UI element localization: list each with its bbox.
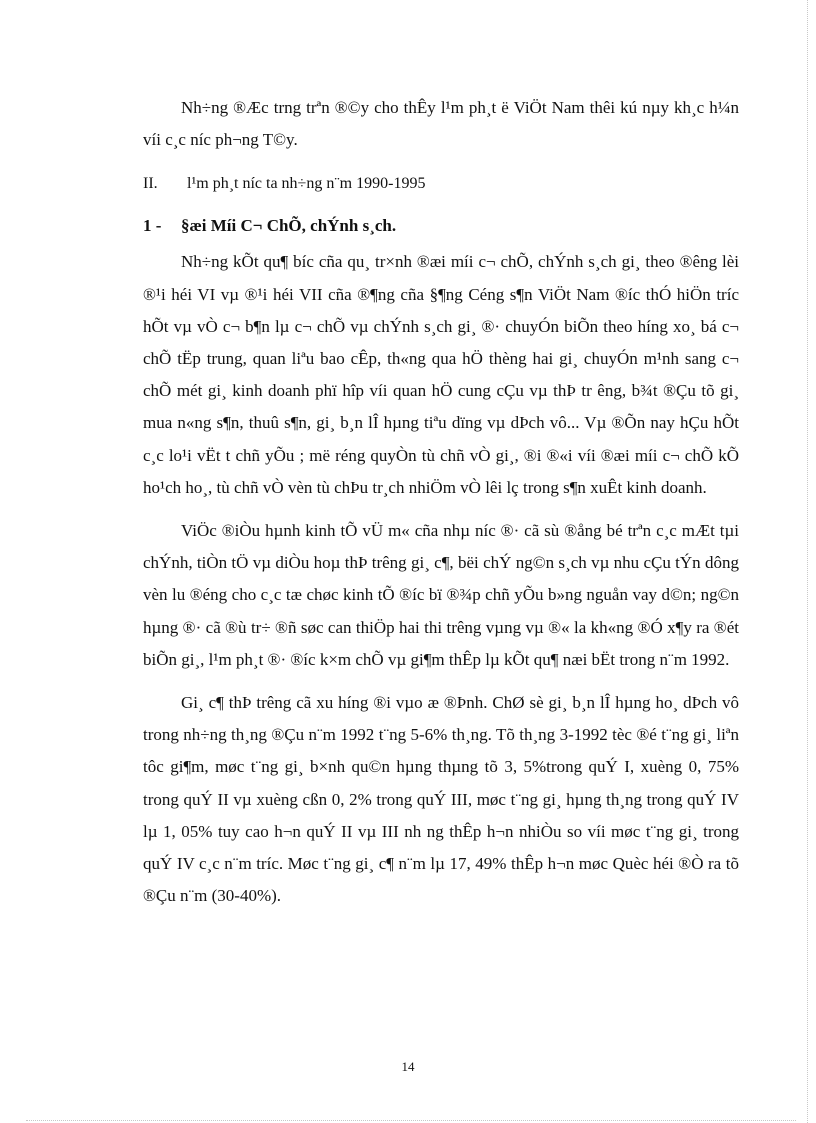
page-bottom-border	[26, 1120, 796, 1121]
section-number: II.	[143, 175, 158, 193]
subsection-number: 1 -	[143, 216, 162, 236]
paragraph-macro-management: ViÖc ®iÒu hµnh kinh tÕ vÜ m« cña nhµ níc ®· cã sù ®ång bé trªn c¸c mÆt tµi chÝnh, tiÒn tÖ vµ diÒu hoµ thÞ trêng gi¸ c¶, bëi chÝ ng©n s¸ch vµ nhu cÇu tÝn dông vèn lu ®éng cho c¸c tæ chøc kinh tÕ ®íc bï ®¾p chñ yÕu b»ng nguån vay d©n; ng©n hµng ®· cã ®ù tr÷ ®ñ søc can thiÖp hai thi trêng vµng vµ ®« la kh«ng ®Ó x¶y ra ®ét biÕn gi¸, l¹m ph¸t ®· ®íc k×m chÕ vµ gi¶m thÊp lµ kÕt qu¶ næi bËt trong n¨m 1992.	[143, 521, 739, 669]
subsection-title: §æi Míi C¬ ChÕ, chÝnh s¸ch.	[181, 216, 397, 236]
paragraph-market-prices: Gi¸ c¶ thÞ trêng cã xu híng ®i vµo æ ®Þnh. ChØ sè gi¸ b¸n lÎ hµng ho¸ dÞch vô trong nh÷ng th¸ng ®Çu n¨m 1992 t¨ng 5-6% th¸ng. Tõ th¸ng 3-1992 tèc ®é t¨ng gi¸ liªn tôc gi¶m, møc t¨ng gi¸ b×nh qu©n hµng thµng tõ 3, 5%trong quÝ I, xuèng 0, 75% trong quÝ II vµ xuèng cßn 0, 2% trong quÝ III, møc t¨ng gi¸ hµng th¸ng trong quÝ IV lµ 1, 05% tuy cao h¬n quÝ II vµ III nh ng thÊp h¬n nhiÒu so víi møc t¨ng gi¸ trong quÝ IV c¸c n¨m tríc. Møc t¨ng gi¸ c¶ n¨m lµ 17, 49% thÊp h¬n møc Quèc héi ®Ò ra tõ ®Çu n¨m (30-40%).	[143, 693, 739, 906]
section-heading	[143, 168, 739, 200]
section-title: l¹m ph¸t níc ta nh÷ng n¨m 1990-1995	[187, 175, 426, 193]
intro-paragraph: Nh÷ng ®Æc trng trªn ®©y cho thÊy l¹m ph¸t ë ViÖt Nam thêi kú nµy kh¸c h¼n víi c¸c níc ph¬ng T©y.	[143, 98, 739, 150]
subsection-heading	[143, 210, 739, 242]
paragraph-policy-reform: Nh÷ng kÕt qu¶ bíc cña qu¸ tr×nh ®æi míi c¬ chÕ, chÝnh s¸ch gi¸ theo ®êng lèi ®¹i héi VI vµ ®¹i héi VII cña ®¶ng cña §¶ng Céng s¶n ViÖt Nam ®íc thÓ hiÖn tríc hÕt vµ vÒ c¬ b¶n lµ c¬ chÕ vµ chÝnh s¸ch gi¸ ®· chuyÓn biÕn theo híng xo¸ bá c¬ chÕ tËp trung, quan liªu bao cÊp, th«ng qua hÖ thèng hai gi¸ chuyÓn m¹nh sang c¬ chÕ mét gi¸ kinh doanh phï hîp víi quan hÖ cung cÇu vµ thÞ tr êng, b¾t ®Çu tõ gi¸ mua n«ng s¶n, thuû s¶n, gi¸ b¸n lÎ hµng tiªu dïng vµ dÞch vô... Vµ ®Õn nay hÇu hÕt c¸c lo¹i vËt t chñ yÕu ; më réng quyÒn tù chñ vÒ gi¸, ®i ®«i víi ®æi míi c¬ chÕ kÕ ho¹ch ho¸, tù chñ vÒ vèn tù chÞu tr¸ch nhiÖm vÒ lêi lç trong s¶n xuÊt kinh doanh.	[143, 252, 739, 497]
page-number: 14	[401, 1059, 415, 1074]
page-body	[143, 92, 739, 912]
page-right-border	[807, 0, 808, 1123]
